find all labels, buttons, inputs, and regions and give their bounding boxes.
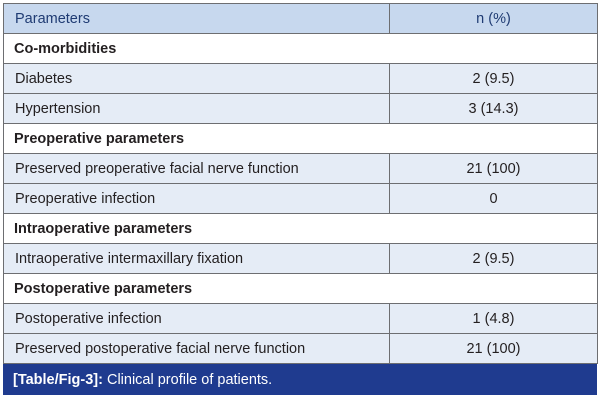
table-row: [4, 304, 598, 334]
row-label: Preserved postoperative facial nerve function: [4, 334, 390, 364]
section-row: [4, 124, 598, 154]
table-header-row: [4, 4, 598, 34]
row-value: 21 (100): [390, 334, 598, 364]
row-value: 1 (4.8): [390, 304, 598, 334]
section-title: Co-morbidities: [4, 34, 598, 64]
table-row: [4, 94, 598, 124]
row-label: Preoperative infection: [4, 184, 390, 214]
header-parameters: Parameters: [4, 4, 390, 34]
row-label: Intraoperative intermaxillary fixation: [4, 244, 390, 274]
table-row: [4, 64, 598, 94]
caption-text: Clinical profile of patients.: [102, 372, 273, 388]
section-title: Preoperative parameters: [4, 124, 598, 154]
section-row: [4, 34, 598, 64]
table-caption: [3, 364, 597, 395]
clinical-profile-table: [3, 3, 598, 364]
row-value: 2 (9.5): [390, 244, 598, 274]
section-title: Intraoperative parameters: [4, 214, 598, 244]
header-n-percent: n (%): [390, 4, 598, 34]
table-row: [4, 154, 598, 184]
table-figure: [3, 3, 597, 404]
table-row: [4, 334, 598, 364]
section-title: Postoperative parameters: [4, 274, 598, 304]
section-row: [4, 214, 598, 244]
row-label: Postoperative infection: [4, 304, 390, 334]
table-row: [4, 184, 598, 214]
row-value: 0: [390, 184, 598, 214]
row-value: 3 (14.3): [390, 94, 598, 124]
section-row: [4, 274, 598, 304]
row-value: 2 (9.5): [390, 64, 598, 94]
caption-label: [Table/Fig-3]:: [13, 372, 103, 388]
row-label: Diabetes: [4, 64, 390, 94]
row-label: Hypertension: [4, 94, 390, 124]
row-label: Preserved preoperative facial nerve function: [4, 154, 390, 184]
row-value: 21 (100): [390, 154, 598, 184]
table-row: [4, 244, 598, 274]
